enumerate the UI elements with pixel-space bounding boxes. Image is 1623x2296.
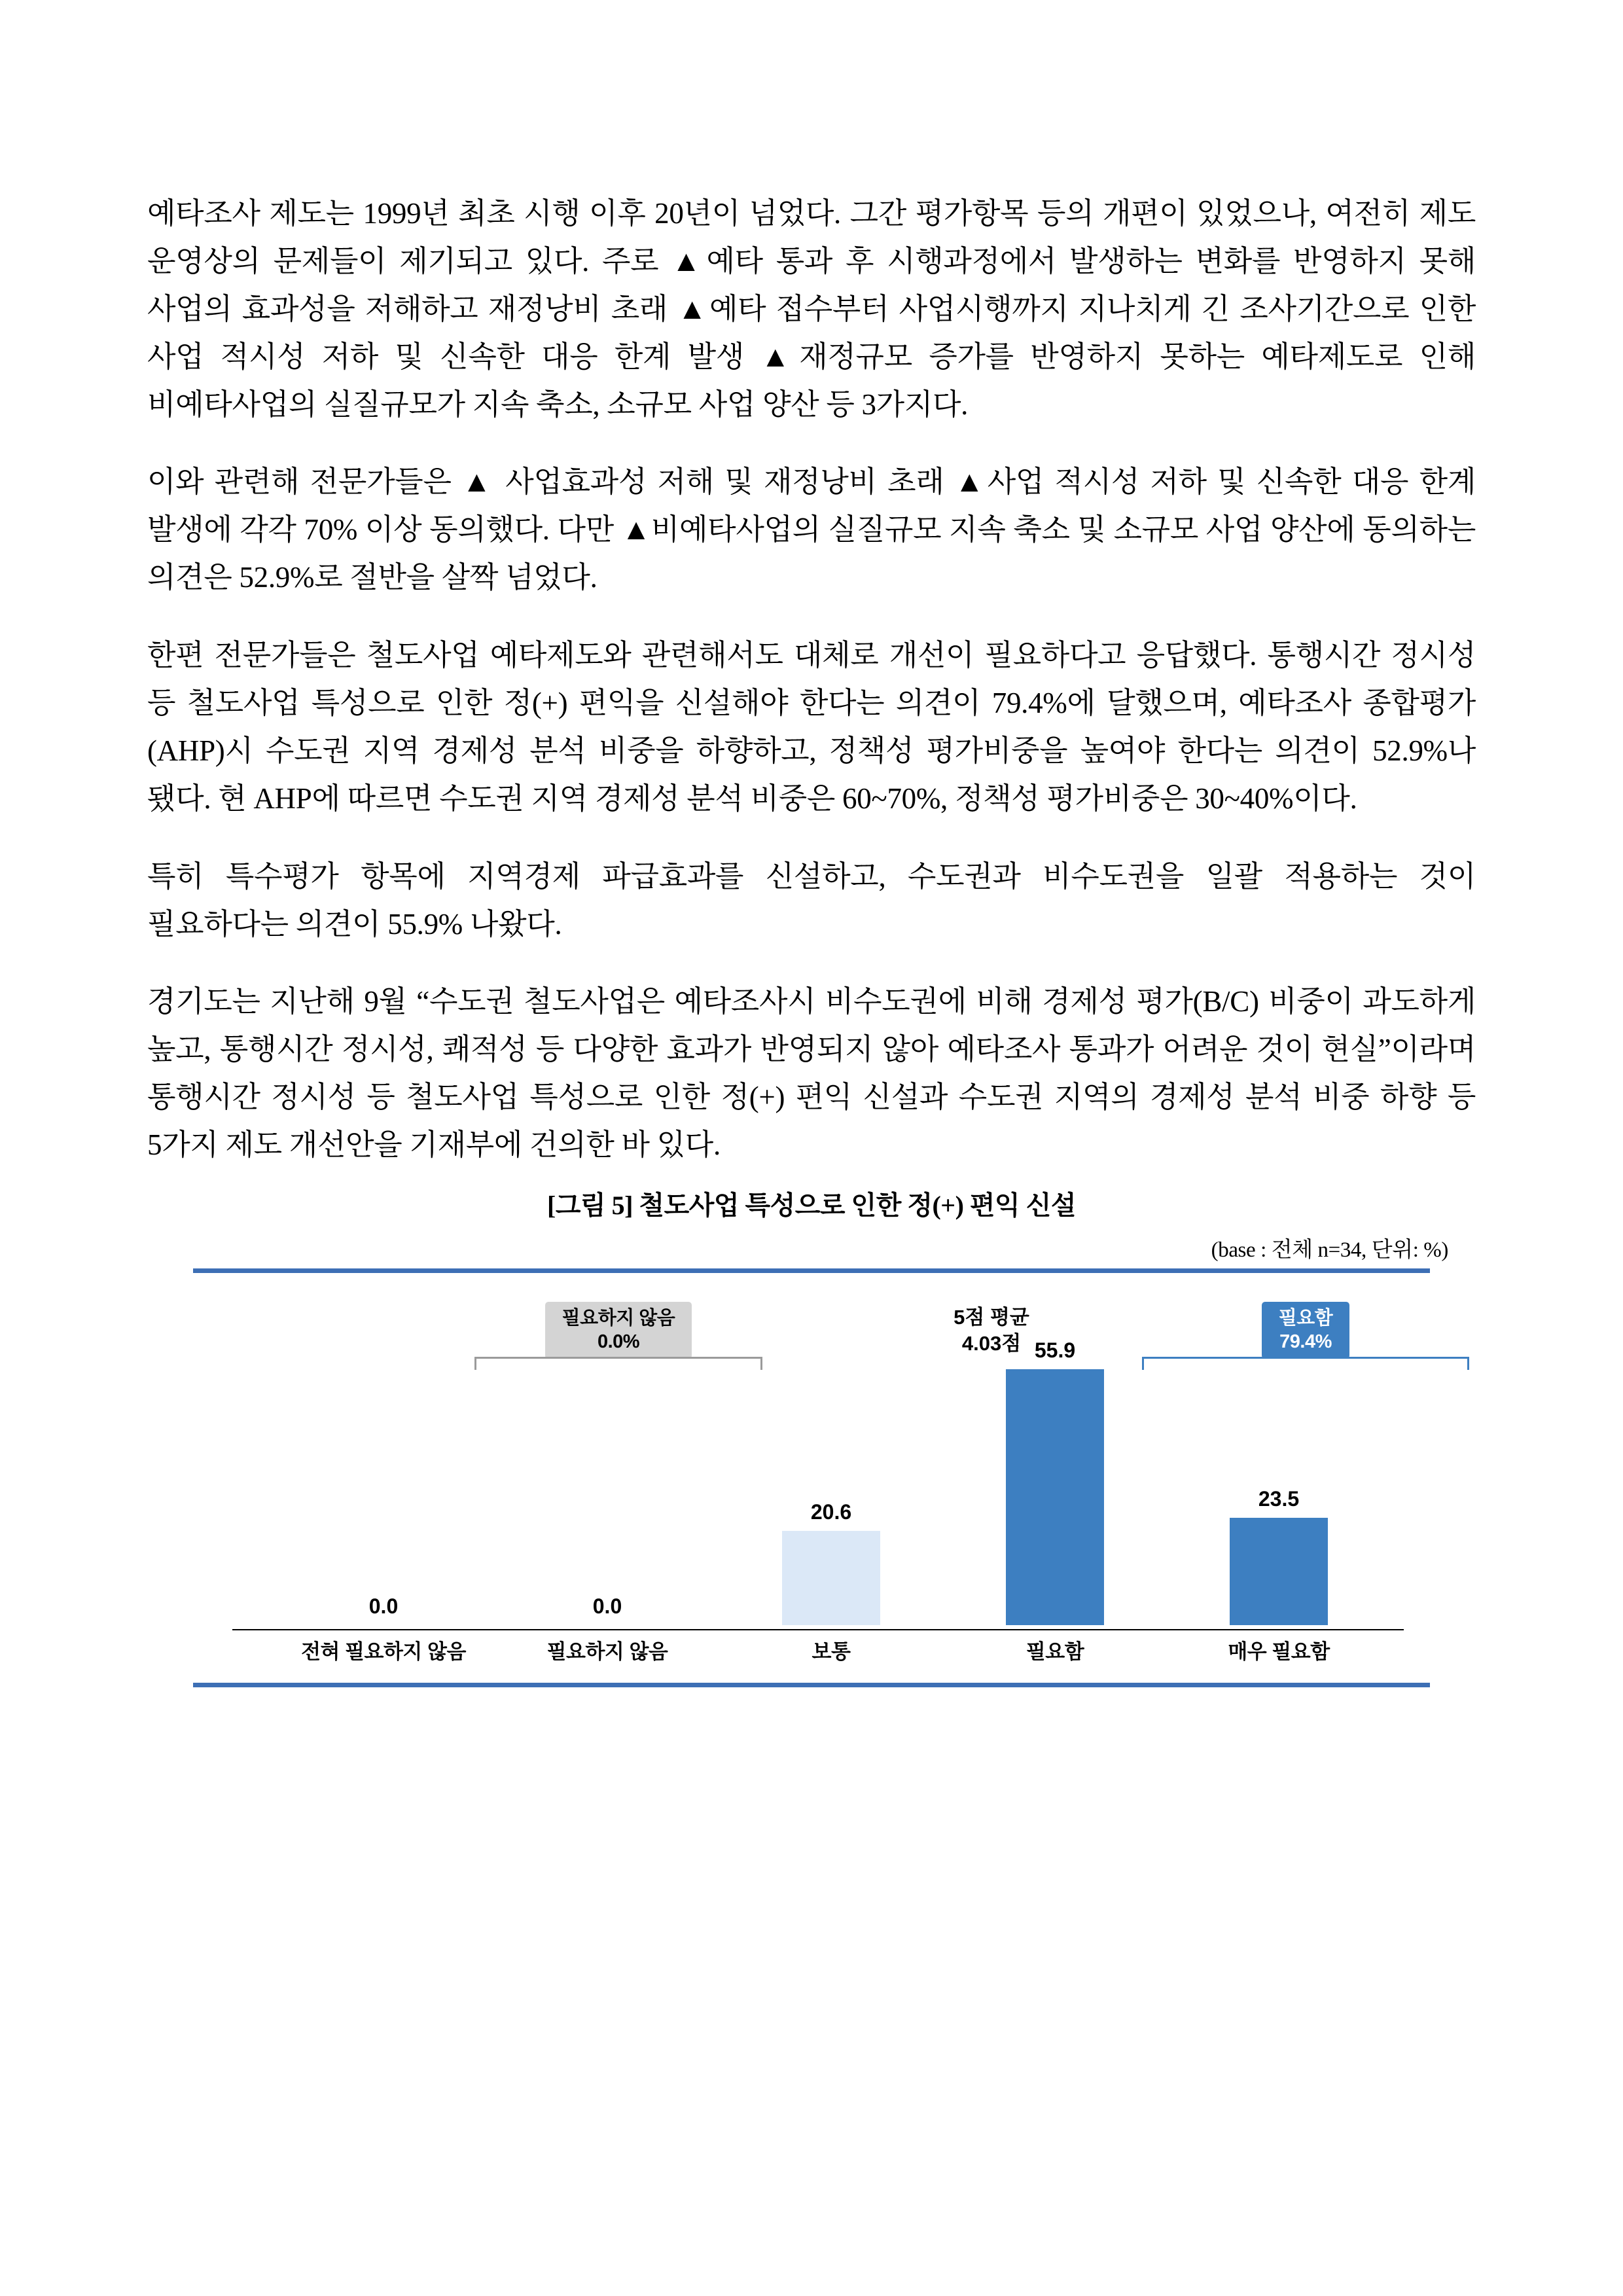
bar-value-4: 23.5 <box>1258 1487 1300 1511</box>
category-label-0: 전혀 필요하지 않음 <box>301 1640 466 1664</box>
paragraph-4: 특히 특수평가 항목에 지역경제 파급효과를 신설하고, 수도권과 비수도권을 일괄 적용하는 것이 필요하다는 의견이 55.9% 나왔다. <box>147 859 1476 941</box>
figure-base-note: (base : 전체 n=34, 단위: %) <box>1211 1238 1448 1263</box>
bar-chart <box>193 1268 1430 1687</box>
callout-not-needed-label: 필요하지 않음 <box>562 1308 675 1329</box>
chart-category-1 <box>495 1273 719 1683</box>
figure-title: [그림 5] 철도사업 특성으로 인한 정(+) 편익 신설 <box>547 1191 1076 1221</box>
bar-area-0 <box>272 1350 495 1625</box>
category-label-2: 보통 <box>812 1640 851 1664</box>
mean-score-value: 4.03점 <box>961 1332 1022 1355</box>
category-label-4: 매우 필요함 <box>1228 1640 1330 1664</box>
chart-axis-line <box>232 1629 1404 1630</box>
chart-category-2 <box>719 1273 943 1683</box>
paragraph-1: 예타조사 제도는 1999년 최초 시행 이후 20년이 넘었다. 그간 평가항목 등의 개편이 있었으나, 여전히 제도 운영상의 문제들이 제기되고 있다. 주로 ▲예타 통과 후 시행과정에서 발생하는 변화를 반영하지 못해 사업의 효과성을 저해하고 재정낭비 초래 ▲예타 접수부터 사업시행까지 지나치게 긴 조사기간으로 인한 사업 적시성 저하 및 신속한 대응 한계 발생 ▲재정규모 증가를 반영하지 못하는 예타제도로 인해 비예타사업의 실질규모가 지속 축소, 소규모 사업 양산 등 3가지다. <box>147 197 1476 421</box>
paragraph-3: 한편 전문가들은 철도사업 예타제도와 관련해서도 대체로 개선이 필요하다고 응답했다. 통행시간 정시성 등 철도사업 특성으로 인한 정(+) 편익을 신설해야 한다는 의견이 79.4%에 달했으며, 예타조사 종합평가(AHP)시 수도권 지역 경제성 분석 비중을 하향하고, 정책성 평가비중을 높여야 한다는 의견이 52.9%나 됐다. 현 AHP에 따르면 수도권 지역 경제성 분석 비중은 60~70%, 정책성 평가비중은 30~40%이다. <box>147 639 1476 815</box>
mean-score-label: 5점 평균 <box>954 1306 1029 1329</box>
bar-area-1 <box>495 1350 719 1625</box>
bar-value-2: 20.6 <box>810 1500 852 1524</box>
chart-plot-area <box>193 1273 1430 1683</box>
bar-2 <box>782 1500 880 1625</box>
callout-not-needed-value: 0.0% <box>597 1331 640 1353</box>
chart-categories <box>272 1273 1391 1683</box>
bar-value-0: 0.0 <box>368 1594 399 1619</box>
chart-category-4 <box>1167 1273 1391 1683</box>
callout-needed-value: 79.4% <box>1279 1331 1332 1353</box>
chart-category-0 <box>272 1273 495 1683</box>
chart-category-3 <box>943 1273 1167 1683</box>
bar-4 <box>1230 1487 1328 1625</box>
bar-area-4 <box>1167 1350 1391 1625</box>
bar-area-2 <box>719 1350 943 1625</box>
bar-value-1: 0.0 <box>592 1594 622 1619</box>
paragraph-5: 경기도는 지난해 9월 “수도권 철도사업은 예타조사시 비수도권에 비해 경제성 평가(B/C) 비중이 과도하게 높고, 통행시간 정시성, 쾌적성 등 다양한 효과가 반영되지 않아 예타조사 통과가 어려운 것이 현실”이라며 통행시간 정시성 등 철도사업 특성으로 인한 정(+) 편익 신설과 수도권 지역의 경제성 분석 비중 하향 등 5가지 제도 개선안을 기재부에 건의한 바 있다. <box>147 985 1476 1162</box>
category-label-3: 필요함 <box>1026 1640 1084 1664</box>
category-label-1: 필요하지 않음 <box>546 1640 668 1664</box>
paragraph-2: 이와 관련해 전문가들은 ▲ 사업효과성 저해 및 재정낭비 초래 ▲사업 적시성 저하 및 신속한 대응 한계 발생에 각각 70% 이상 동의했다. 다만 ▲비예타사업의 실질규모 지속 축소 및 소규모 사업 양산에 동의하는 의견은 52.9%로 절반을 살짝 넘었다. <box>147 465 1476 594</box>
figure-rail-benefit <box>147 1185 1476 1687</box>
bar-value-3: 55.9 <box>1034 1338 1076 1363</box>
callout-needed-label: 필요함 <box>1278 1308 1333 1329</box>
bar-3 <box>1006 1338 1104 1625</box>
